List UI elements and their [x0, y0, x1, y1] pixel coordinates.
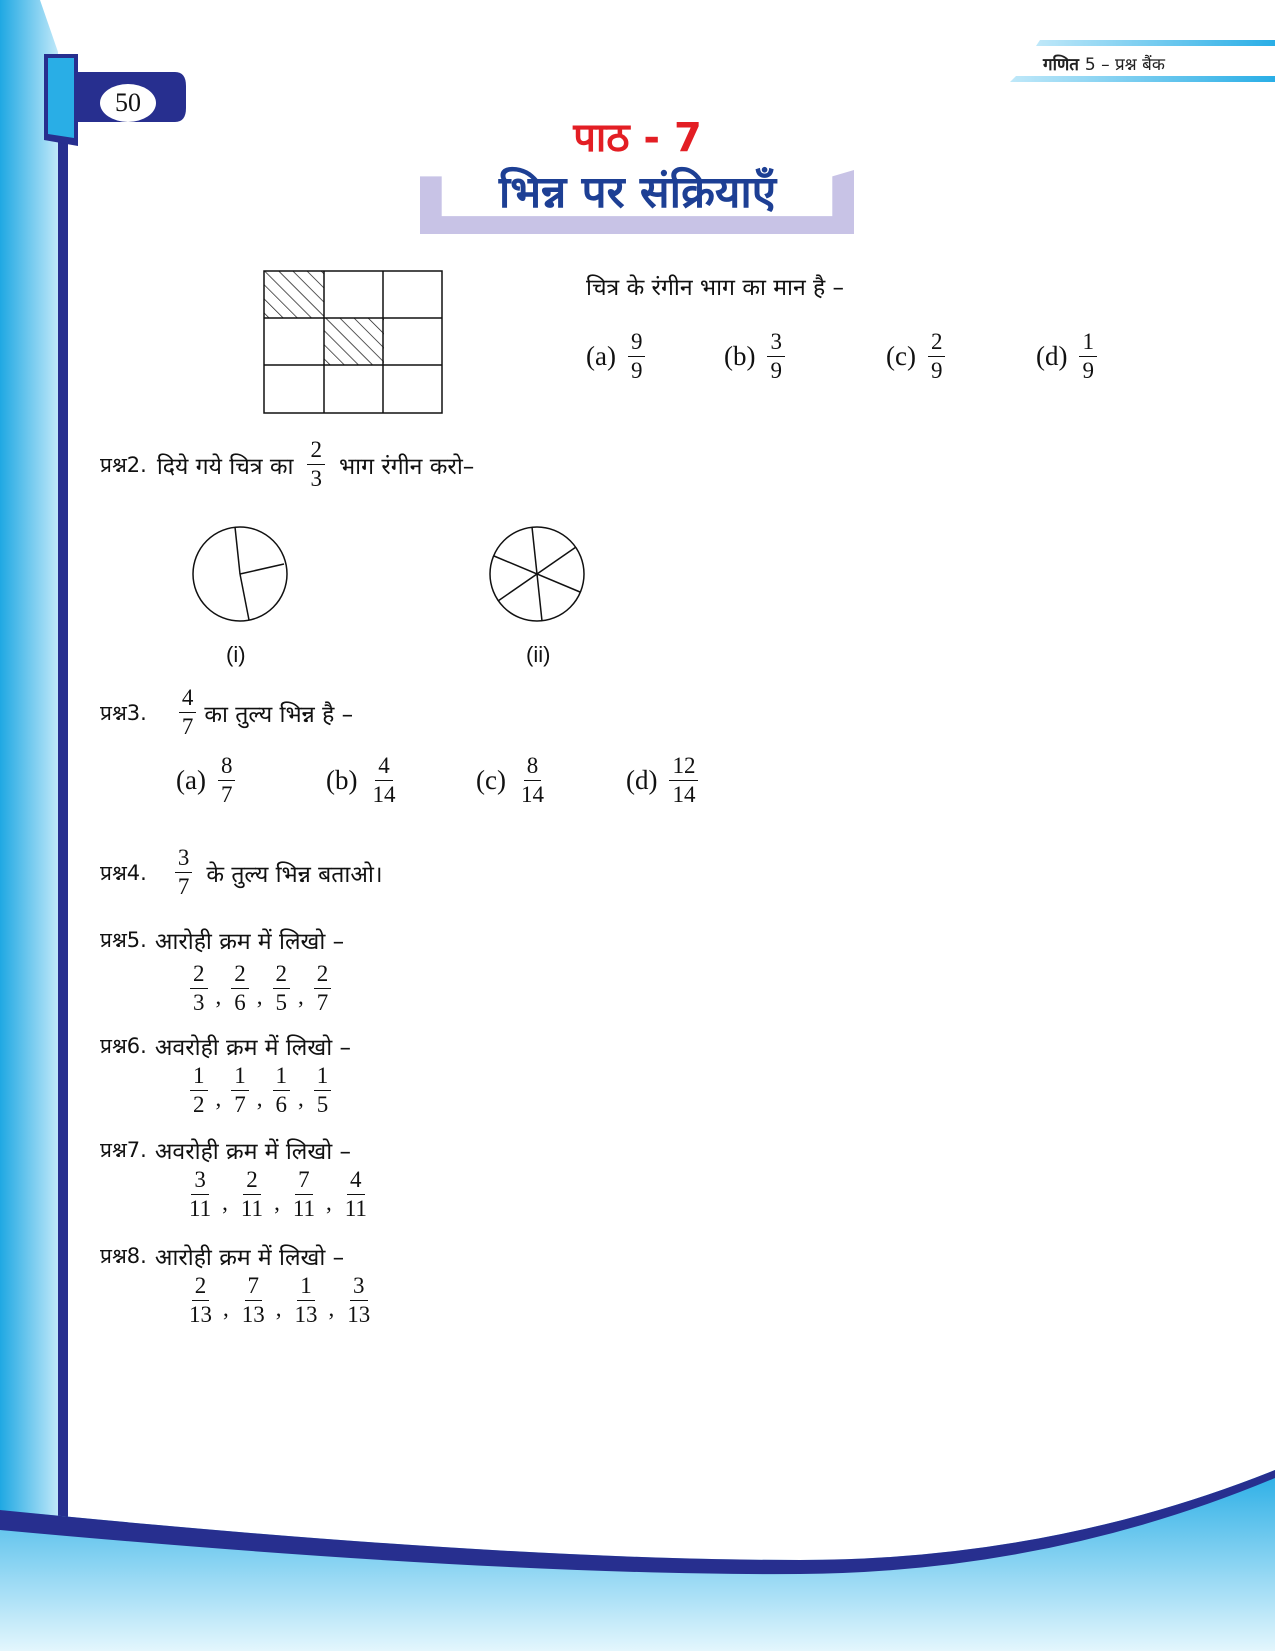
fraction-denominator: 7	[177, 874, 190, 900]
fraction-denominator: 9	[770, 358, 782, 384]
fraction	[369, 754, 398, 807]
fraction	[1079, 330, 1097, 383]
q8-fractions	[182, 1274, 377, 1327]
shaded-cell	[324, 318, 384, 365]
fraction-numerator: 1	[1079, 330, 1097, 357]
separator-comma: ,	[256, 983, 263, 1009]
fraction	[342, 1168, 370, 1221]
q3-option-c[interactable]: (c) $\frac{8}{14}$	[476, 754, 626, 807]
fraction-numerator: 1	[314, 1064, 332, 1091]
fraction-denominator: 11	[189, 1196, 212, 1222]
fraction-numerator: 8	[218, 754, 236, 781]
q8-text: आरोही क्रम में लिखो –	[154, 1245, 345, 1271]
fraction-numerator: 9	[628, 330, 646, 357]
q2-text-after: भाग रंगीन करो–	[338, 453, 475, 480]
fraction-denominator: 14	[372, 782, 396, 808]
question-3	[100, 686, 353, 739]
fraction	[186, 1168, 214, 1221]
question-4	[100, 846, 383, 899]
chapter-label: पाठ - 7	[573, 115, 702, 161]
fraction	[218, 754, 236, 807]
fraction	[231, 1064, 249, 1117]
caption-ii: (ii)	[526, 642, 551, 667]
fraction	[179, 686, 197, 739]
chapter-title: भिन्न पर संक्रियाएँ	[498, 167, 777, 218]
fraction	[190, 962, 208, 1015]
fraction-numerator: 2	[314, 962, 332, 989]
q1-options	[586, 330, 1101, 383]
fraction-denominator: 5	[275, 990, 287, 1016]
fraction-numerator: 3	[191, 1168, 209, 1195]
separator-comma: ,	[215, 1085, 222, 1111]
q6-label: प्रश्न6.	[100, 1034, 147, 1058]
q3-option-d[interactable]: (d) $\frac{12}{14}$	[626, 754, 702, 807]
fraction	[928, 330, 946, 383]
separator-comma: ,	[215, 983, 222, 1009]
fraction-denominator: 14	[520, 782, 544, 808]
fraction-denominator: 11	[292, 1196, 315, 1222]
fraction	[518, 754, 547, 807]
fraction	[175, 846, 193, 899]
fraction-denominator: 13	[189, 1302, 212, 1328]
fraction-numerator: 1	[273, 1064, 291, 1091]
q1-option-a[interactable]: (a) $\frac{9}{9}$	[586, 330, 724, 383]
fraction-numerator: 3	[175, 846, 193, 873]
fraction-denominator: 11	[344, 1196, 367, 1222]
fraction-denominator: 9	[630, 358, 643, 384]
fraction	[669, 754, 698, 807]
q1-option-d[interactable]: (d) $\frac{1}{9}$	[1036, 330, 1101, 383]
separator-comma: ,	[256, 1085, 263, 1111]
fraction-denominator: 7	[220, 782, 233, 808]
fraction-numerator: 3	[350, 1274, 368, 1301]
q3-text: का तुल्य भिन्न है –	[204, 701, 354, 728]
fraction-denominator: 9	[1082, 358, 1094, 384]
fraction	[231, 962, 249, 1015]
q2-label: प्रश्न2.	[100, 452, 147, 477]
fraction-numerator: 4	[179, 686, 197, 713]
fraction-denominator: 6	[234, 990, 246, 1016]
circle-six-parts[interactable]	[487, 524, 587, 624]
fraction	[628, 330, 646, 383]
fraction-numerator: 7	[295, 1168, 313, 1195]
fraction-numerator: 2	[243, 1168, 261, 1195]
separator-comma: ,	[325, 1189, 332, 1215]
shaded-cell	[264, 271, 324, 318]
separator-comma: ,	[298, 1085, 304, 1111]
fraction-numerator: 2	[190, 962, 208, 989]
fraction-numerator: 4	[375, 754, 393, 781]
q3-option-b[interactable]: (b) $\frac{4}{14}$	[326, 754, 476, 807]
fraction-denominator: 13	[347, 1302, 371, 1328]
fraction-denominator: 13	[294, 1302, 318, 1328]
fraction	[239, 1274, 268, 1327]
fraction-numerator: 2	[192, 1274, 210, 1301]
question-6	[100, 1030, 351, 1062]
q5-fractions	[186, 962, 335, 1015]
fraction-denominator: 11	[240, 1196, 264, 1222]
q3-label: प्रश्न3.	[100, 700, 147, 725]
q1-text: चित्र के रंगीन भाग का मान है –	[586, 275, 845, 301]
fraction	[273, 1064, 291, 1117]
fraction-numerator: 4	[347, 1168, 365, 1195]
circle-three-parts[interactable]	[190, 524, 290, 624]
fraction-denominator: 9	[930, 358, 943, 384]
fraction-denominator: 3	[193, 990, 205, 1016]
fraction	[190, 1064, 208, 1117]
header-subtitle: 5 – प्रश्न बैंक	[1084, 55, 1165, 75]
shaded-grid-figure	[262, 269, 444, 417]
fraction	[290, 1168, 318, 1221]
q6-fractions	[186, 1064, 335, 1117]
fraction	[292, 1274, 321, 1327]
fraction	[314, 962, 332, 1015]
separator-comma: ,	[223, 1295, 229, 1321]
fraction-denominator: 6	[275, 1092, 287, 1118]
fraction-denominator: 14	[672, 782, 696, 808]
fraction-denominator: 7	[181, 714, 194, 740]
q2-text-before: दिये गये चित्र का	[156, 453, 294, 480]
q7-fractions	[182, 1168, 374, 1221]
fraction-numerator: 7	[245, 1274, 263, 1301]
fraction-numerator: 3	[767, 330, 785, 357]
fraction	[273, 962, 291, 1015]
q7-text: अवरोही क्रम में लिखो –	[154, 1139, 351, 1165]
fraction-numerator: 12	[669, 754, 698, 781]
q3-option-a[interactable]: (a) $\frac{8}{7}$	[176, 754, 326, 807]
q7-label: प्रश्न7.	[100, 1138, 147, 1162]
fraction-numerator: 8	[524, 754, 542, 781]
separator-comma: ,	[328, 1295, 335, 1321]
q5-text: आरोही क्रम में लिखो –	[154, 929, 345, 955]
question-8	[100, 1240, 344, 1272]
fraction	[767, 330, 785, 383]
fraction	[238, 1168, 266, 1221]
fraction-numerator: 2	[307, 438, 325, 465]
fraction-numerator: 1	[231, 1064, 249, 1091]
fraction-denominator: 2	[193, 1092, 205, 1118]
fraction-numerator: 1	[297, 1274, 315, 1301]
separator-comma: ,	[298, 983, 304, 1009]
fraction-denominator: 13	[241, 1302, 265, 1328]
q4-text: के तुल्य भिन्न बताओ।	[206, 861, 383, 888]
separator-comma: ,	[275, 1295, 282, 1321]
fraction	[307, 438, 325, 491]
fraction-denominator: 7	[234, 1092, 246, 1118]
question-2	[100, 438, 474, 491]
fraction	[344, 1274, 373, 1327]
q8-label: प्रश्न8.	[100, 1244, 147, 1268]
fraction-numerator: 2	[928, 330, 946, 357]
fraction	[314, 1064, 332, 1117]
fraction-numerator: 2	[231, 962, 249, 989]
question-5	[100, 924, 344, 956]
page-number: 50	[100, 84, 156, 122]
fraction-denominator: 3	[310, 466, 322, 492]
separator-comma: ,	[274, 1189, 280, 1215]
header-subject: गणित	[1043, 55, 1079, 75]
q1-option-c[interactable]: (c) $\frac{2}{9}$	[886, 330, 1036, 383]
fraction	[186, 1274, 215, 1327]
separator-comma: ,	[222, 1189, 228, 1215]
fraction-denominator: 7	[316, 990, 329, 1016]
q3-options	[176, 754, 702, 807]
q1-option-b[interactable]: (b) $\frac{3}{9}$	[724, 330, 886, 383]
page-header	[1043, 52, 1165, 75]
q5-label: प्रश्न5.	[100, 928, 147, 952]
q6-text: अवरोही क्रम में लिखो –	[154, 1035, 351, 1061]
question-7	[100, 1134, 351, 1166]
fraction-denominator: 5	[316, 1092, 329, 1118]
caption-i: (i)	[226, 642, 246, 667]
fraction-numerator: 2	[273, 962, 291, 989]
q4-label: प्रश्न4.	[100, 860, 147, 885]
fraction-numerator: 1	[190, 1064, 208, 1091]
